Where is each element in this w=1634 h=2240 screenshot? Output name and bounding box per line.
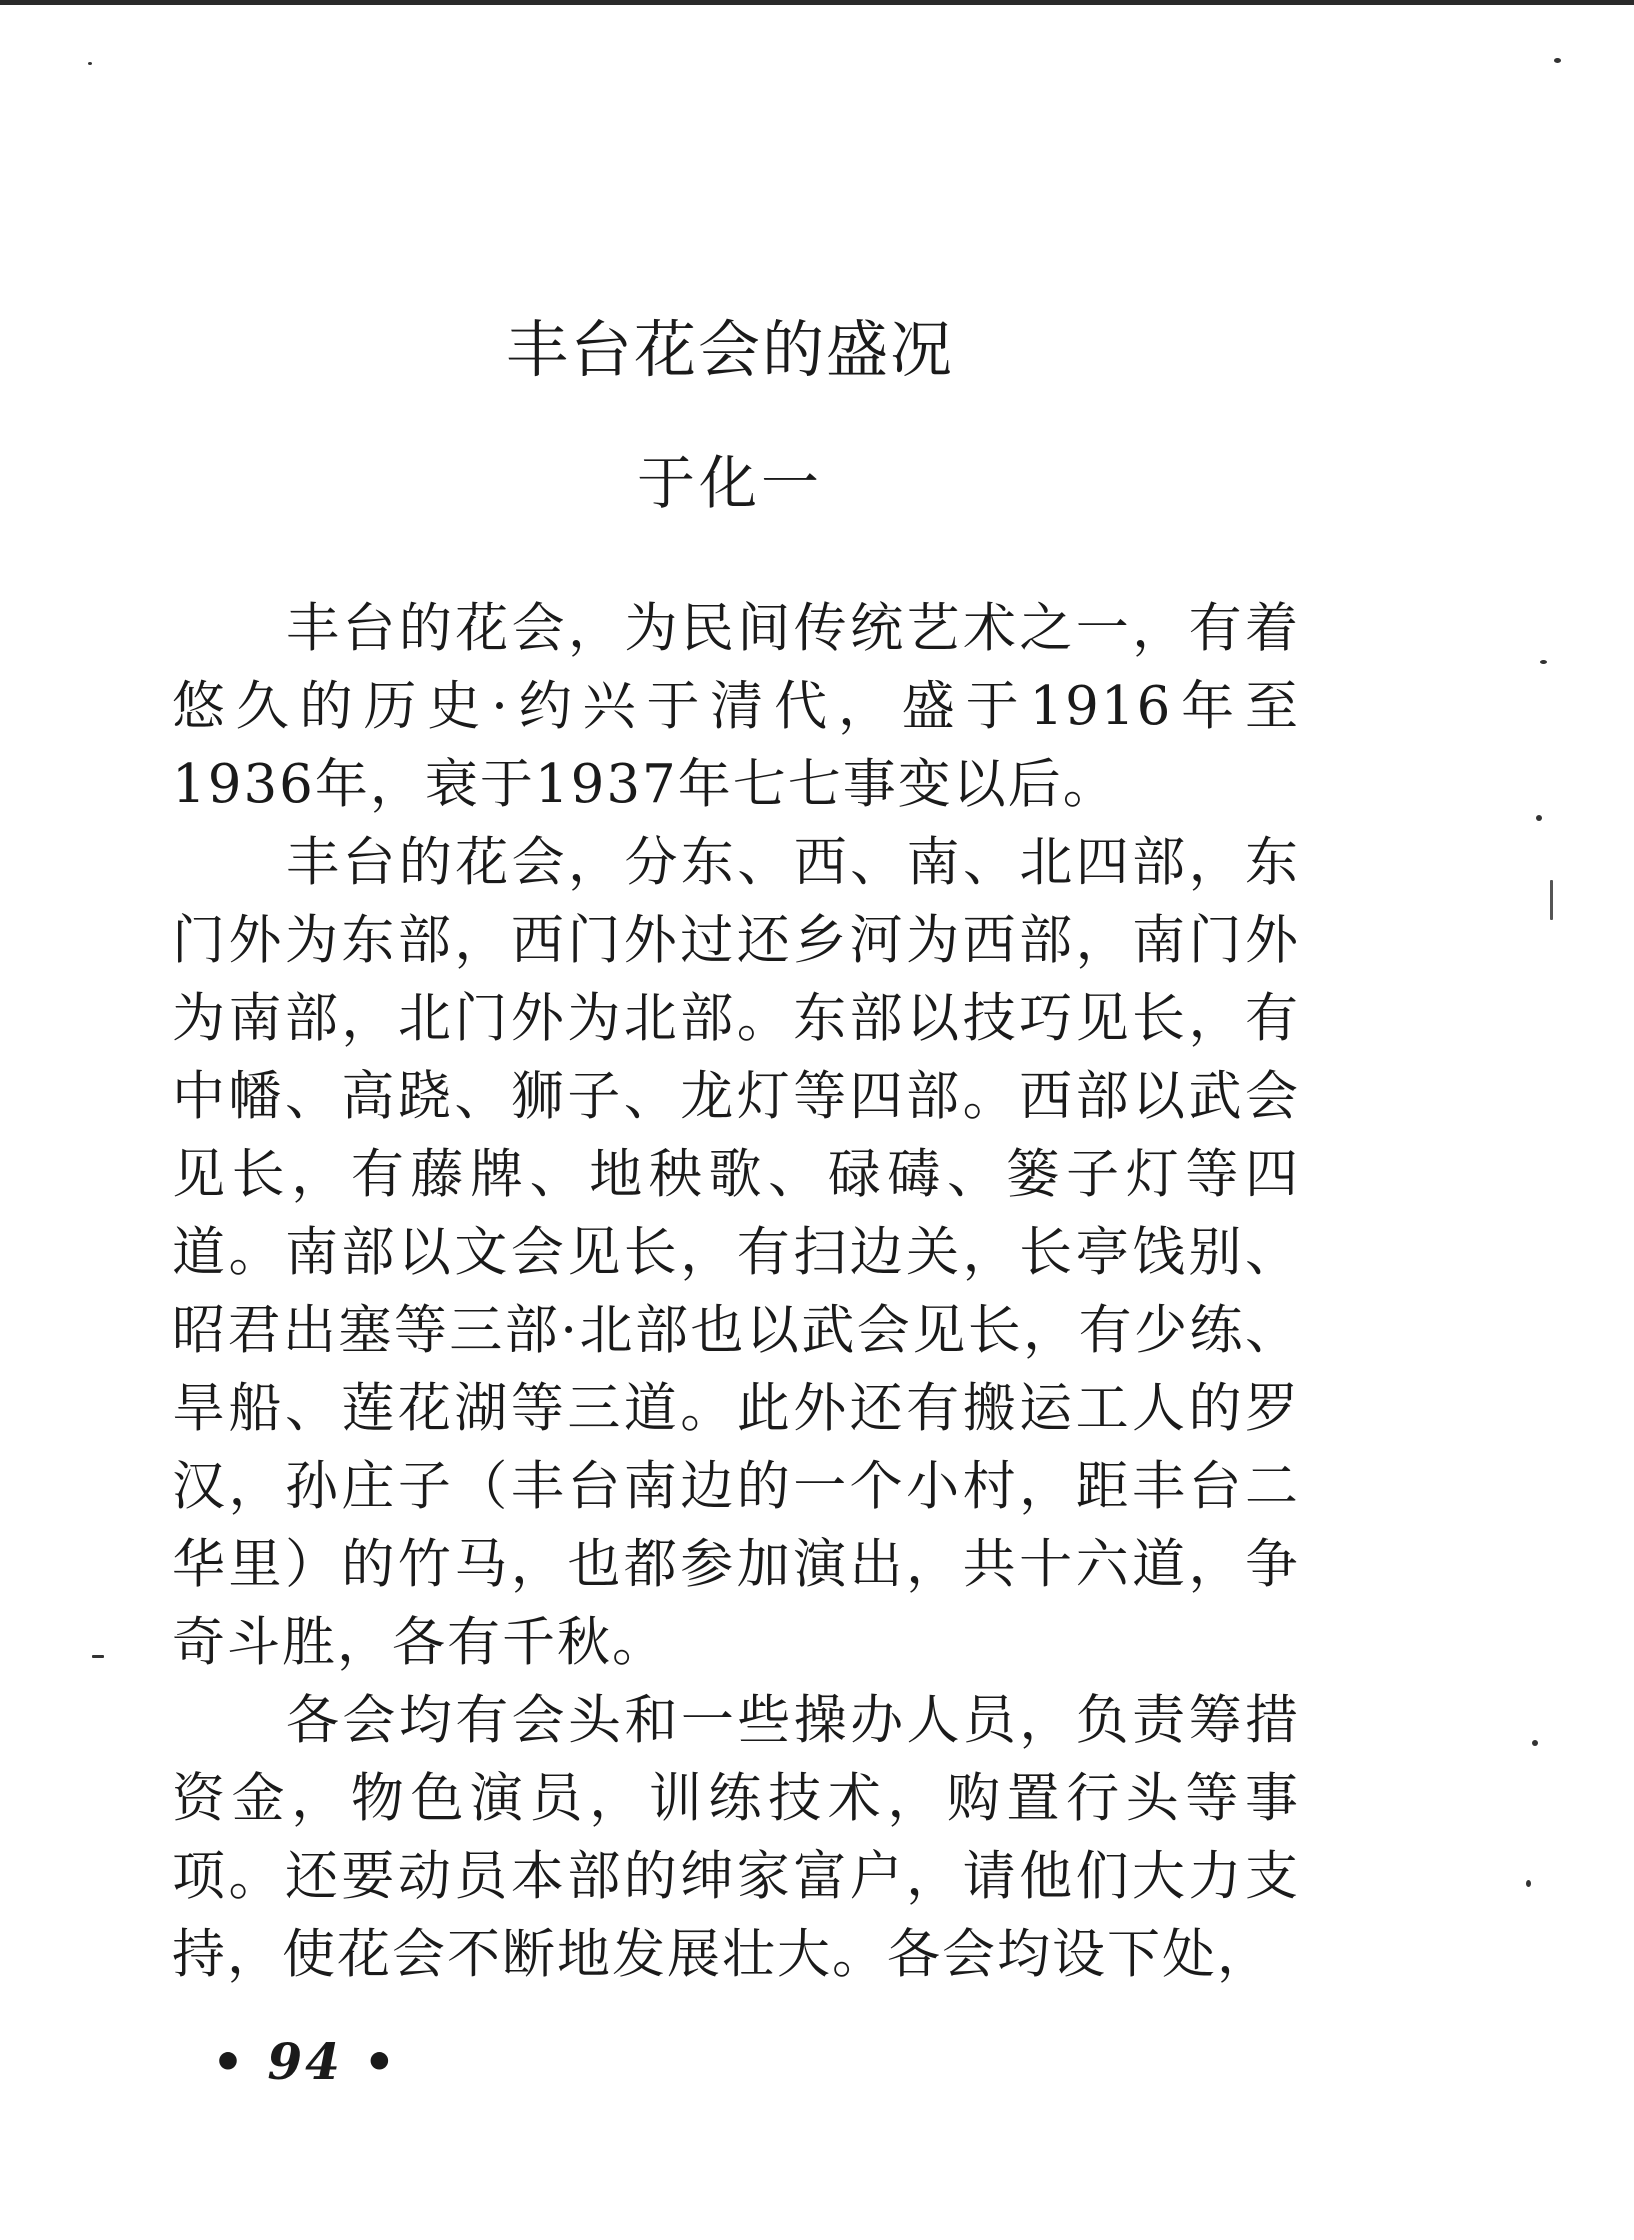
top-border (0, 0, 1634, 5)
scan-speck (88, 62, 92, 65)
paragraph: 各会均有会头和一些操办人员，负责筹措资金，物色演员，训练技术，购置行头等事项。还要动员本部的绅家富户，请他们大力支持，使花会不断地发展壮大。各会均设下处， (172, 1690, 1300, 1985)
scan-speck (1526, 1880, 1531, 1887)
paragraph: 丰台的花会，为民间传统艺术之一，有着悠久的历史·约兴于清代，盛于1916年至1936年，衰于1937年七七事变以后。 (172, 598, 1300, 815)
scan-speck (1540, 660, 1547, 664)
article-title: 丰台花会的盛况 (505, 313, 954, 386)
page-number: • 94 • (212, 2032, 399, 2091)
scan-speck (92, 1655, 104, 1658)
paragraph: 丰台的花会，分东、西、南、北四部，东门外为东部，西门外过还乡河为西部，南门外为南部，北门外为北部。东部以技巧见长，有中幡、高跷、狮子、龙灯等四部。西部以武会见长，有藤牌、地秧歌、碌碡、篓子灯等四道。南部以文会见长，有扫边关，长亭饯别、昭君出塞等三部·北部也以武会见长，有少练、旱船、莲花湖等三道。此外还有搬运工人的罗汉，孙庄子（丰台南边的一个小村，距丰台二华里）的竹马，也都参加演出，共十六道，争奇斗胜，各有千秋。 (172, 832, 1300, 1673)
author-name: 于化一 (636, 449, 823, 517)
article-body (172, 590, 1300, 1994)
scan-speck (1550, 880, 1553, 920)
scan-speck (1536, 815, 1542, 821)
scan-speck (1532, 1740, 1538, 1746)
scan-speck (1554, 58, 1561, 63)
